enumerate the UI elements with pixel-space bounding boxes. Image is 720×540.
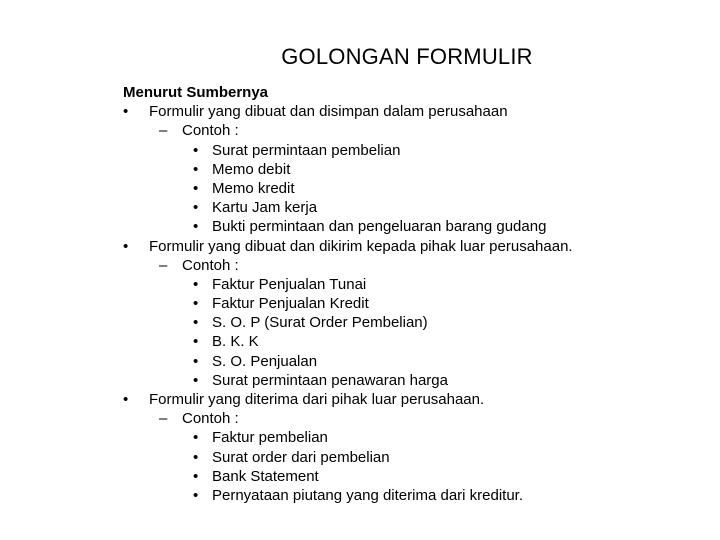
group-1-bullet [123, 102, 573, 121]
group-1-contoh-label: Contoh : [182, 122, 239, 140]
group-3-label: Formulir yang diterima dari pihak luar perusahaan. [149, 391, 485, 409]
list-item [123, 160, 573, 179]
dash-marker: – [159, 122, 168, 140]
list-item-text: Bukti permintaan dan pengeluaran barang gudang [212, 218, 547, 236]
bullet-marker: • [193, 218, 199, 236]
slide-content [123, 83, 573, 505]
list-item [123, 275, 573, 294]
list-item-text: Surat permintaan penawaran harga [212, 371, 448, 389]
list-item [123, 467, 573, 486]
bullet-marker: • [193, 275, 199, 293]
bullet-marker: • [123, 103, 129, 121]
bullet-marker: • [193, 352, 199, 370]
bullet-marker: • [193, 295, 199, 313]
list-item-text: S. O. Penjualan [212, 352, 318, 370]
list-item [123, 371, 573, 390]
list-item-text: Memo debit [212, 160, 291, 178]
list-item-text: Faktur Penjualan Tunai [212, 275, 367, 293]
list-item [123, 198, 573, 217]
list-item-text: Kartu Jam kerja [212, 199, 318, 217]
slide-title: GOLONGAN FORMULIR [281, 44, 533, 69]
group-2-label: Formulir yang dibuat dan dikirim kepada pihak luar perusahaan. [149, 237, 573, 255]
list-item [123, 294, 573, 313]
list-item-text: Surat order dari pembelian [212, 448, 390, 466]
list-item-text: Bank Statement [212, 467, 319, 485]
bullet-marker: • [193, 179, 199, 197]
bullet-marker: • [193, 371, 199, 389]
group-3-contoh [123, 409, 573, 428]
bullet-marker: • [193, 486, 199, 504]
group-3-bullet [123, 390, 573, 409]
group-2-contoh [123, 256, 573, 275]
list-item-text: B. K. K [212, 333, 259, 351]
list-item [123, 179, 573, 198]
bullet-marker: • [123, 391, 129, 409]
list-item-text: Faktur Penjualan Kredit [212, 295, 369, 313]
bullet-marker: • [193, 448, 199, 466]
list-item [123, 217, 573, 236]
list-item-text: Pernyataan piutang yang diterima dari kreditur. [212, 486, 524, 504]
group-2-contoh-label: Contoh : [182, 256, 239, 274]
group-1-contoh [123, 121, 573, 140]
list-item-text: Faktur pembelian [212, 429, 328, 447]
bullet-marker: • [123, 237, 129, 255]
list-item-text: S. O. P (Surat Order Pembelian) [212, 314, 428, 332]
list-item [123, 332, 573, 351]
bullet-marker: • [193, 467, 199, 485]
list-item [123, 486, 573, 505]
group-3-contoh-label: Contoh : [182, 410, 239, 428]
bullet-marker: • [193, 199, 199, 217]
section-heading: Menurut Sumbernya [123, 84, 269, 101]
list-item [123, 141, 573, 160]
bullet-marker: • [193, 333, 199, 351]
bullet-marker: • [193, 429, 199, 447]
group-2-bullet [123, 237, 573, 256]
list-item [123, 428, 573, 447]
group-1-label: Formulir yang dibuat dan disimpan dalam perusahaan [149, 103, 508, 121]
bullet-marker: • [193, 314, 199, 332]
bullet-marker: • [193, 141, 199, 159]
list-item-text: Memo kredit [212, 179, 295, 197]
list-item [123, 448, 573, 467]
dash-marker: – [159, 256, 168, 274]
list-item [123, 352, 573, 371]
dash-marker: – [159, 410, 168, 428]
list-item-text: Surat permintaan pembelian [212, 141, 401, 159]
bullet-marker: • [193, 160, 199, 178]
list-item [123, 313, 573, 332]
